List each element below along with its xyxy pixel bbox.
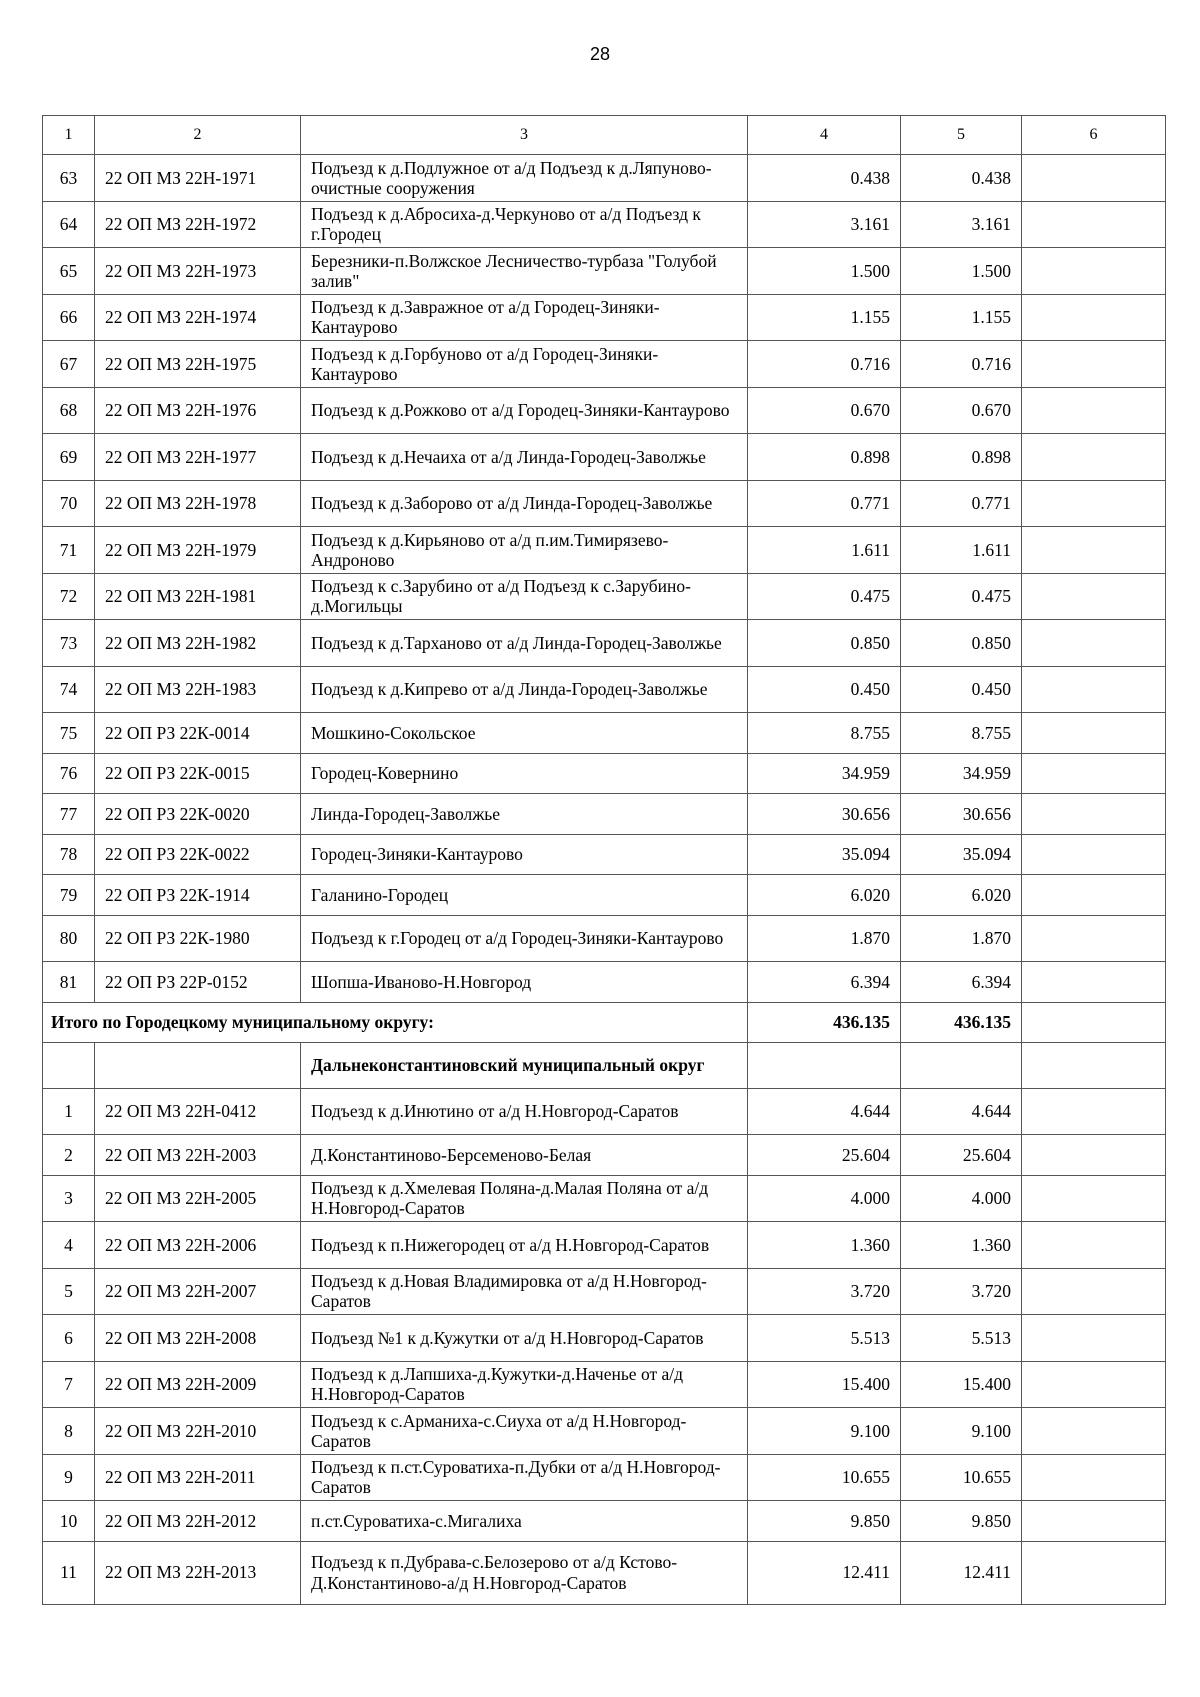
length-col5: 12.411 bbox=[901, 1541, 1022, 1604]
length-col5: 0.898 bbox=[901, 434, 1022, 481]
length-col4: 1.360 bbox=[748, 1222, 901, 1269]
row-number: 78 bbox=[43, 834, 95, 875]
note-col6 bbox=[1022, 387, 1166, 434]
length-col4: 15.400 bbox=[748, 1361, 901, 1408]
length-col5: 0.450 bbox=[901, 666, 1022, 713]
table-row bbox=[43, 1268, 1166, 1315]
table-row bbox=[43, 666, 1166, 713]
row-number: 74 bbox=[43, 666, 95, 713]
length-col5: 1.611 bbox=[901, 527, 1022, 574]
road-name: Подъезд к д.Рожково от а/д Городец-Зиняки-Кантаурово bbox=[301, 387, 748, 434]
road-code: 22 ОП РЗ 22К-0014 bbox=[95, 713, 301, 754]
road-code: 22 ОП РЗ 22К-0022 bbox=[95, 834, 301, 875]
row-number: 5 bbox=[43, 1268, 95, 1315]
length-col4: 0.771 bbox=[748, 480, 901, 527]
row-number: 69 bbox=[43, 434, 95, 481]
length-col4: 1.611 bbox=[748, 527, 901, 574]
table-row bbox=[43, 341, 1166, 388]
note-col6 bbox=[1022, 666, 1166, 713]
length-col5: 0.850 bbox=[901, 620, 1022, 667]
table-row bbox=[43, 834, 1166, 875]
table-row bbox=[43, 1135, 1166, 1176]
length-col4: 1.870 bbox=[748, 915, 901, 962]
row-number: 81 bbox=[43, 962, 95, 1003]
length-col4: 0.450 bbox=[748, 666, 901, 713]
road-code: 22 ОП МЗ 22Н-2011 bbox=[95, 1454, 301, 1501]
road-name: Подъезд №1 к д.Кужутки от а/д Н.Новгород-Саратов bbox=[301, 1315, 748, 1362]
note-col6 bbox=[1022, 573, 1166, 620]
note-col6 bbox=[1022, 527, 1166, 574]
note-col6 bbox=[1022, 1541, 1166, 1604]
section-header-row bbox=[43, 1042, 1166, 1088]
road-name: Подъезд к д.Новая Владимировка от а/д Н.Новгород-Саратов bbox=[301, 1268, 748, 1315]
road-name: Линда-Городец-Заволжье bbox=[301, 794, 748, 835]
road-code: 22 ОП МЗ 22Н-2005 bbox=[95, 1175, 301, 1222]
note-col6 bbox=[1022, 1222, 1166, 1269]
table-row bbox=[43, 527, 1166, 574]
note-col6 bbox=[1022, 480, 1166, 527]
note-col6 bbox=[1022, 341, 1166, 388]
road-code: 22 ОП РЗ 22Р-0152 bbox=[95, 962, 301, 1003]
note-col6 bbox=[1022, 1408, 1166, 1455]
length-col5: 0.771 bbox=[901, 480, 1022, 527]
road-name: Подъезд к д.Завражное от а/д Городец-Зиняки-Кантаурово bbox=[301, 294, 748, 341]
length-col4: 9.100 bbox=[748, 1408, 901, 1455]
road-name: Подъезд к д.Тарханово от а/д Линда-Городец-Заволжье bbox=[301, 620, 748, 667]
table-row bbox=[43, 713, 1166, 754]
road-code: 22 ОП МЗ 22Н-2007 bbox=[95, 1268, 301, 1315]
length-col4: 6.020 bbox=[748, 875, 901, 916]
road-code: 22 ОП МЗ 22Н-2006 bbox=[95, 1222, 301, 1269]
length-col4: 34.959 bbox=[748, 753, 901, 794]
column-header: 5 bbox=[901, 116, 1022, 155]
page-number: 28 bbox=[589, 44, 611, 64]
note-col6 bbox=[1022, 1361, 1166, 1408]
road-name: Городец-Ковернино bbox=[301, 753, 748, 794]
row-number: 1 bbox=[43, 1088, 95, 1135]
length-col5: 1.155 bbox=[901, 294, 1022, 341]
road-code: 22 ОП МЗ 22Н-1977 bbox=[95, 434, 301, 481]
table-row bbox=[43, 434, 1166, 481]
length-col5: 8.755 bbox=[901, 713, 1022, 754]
row-number: 11 bbox=[43, 1541, 95, 1604]
note-col6 bbox=[1022, 875, 1166, 916]
road-name: Подъезд к д.Хмелевая Поляна-д.Малая Поляна от а/д Н.Новгород-Саратов bbox=[301, 1175, 748, 1222]
road-code: 22 ОП МЗ 22Н-1981 bbox=[95, 573, 301, 620]
length-col4: 0.850 bbox=[748, 620, 901, 667]
row-number: 70 bbox=[43, 480, 95, 527]
table-row bbox=[43, 620, 1166, 667]
road-name: Подъезд к д.Кирьяново от а/д п.им.Тимирязево-Андроново bbox=[301, 527, 748, 574]
total-row bbox=[43, 1002, 1166, 1042]
road-name: Мошкино-Сокольское bbox=[301, 713, 748, 754]
length-col4: 0.716 bbox=[748, 341, 901, 388]
table-row bbox=[43, 248, 1166, 295]
road-name: Подъезд к д.Абросиха-д.Черкуново от а/д Подъезд к г.Городец bbox=[301, 201, 748, 248]
length-col5: 0.475 bbox=[901, 573, 1022, 620]
length-col5: 1.870 bbox=[901, 915, 1022, 962]
table-row bbox=[43, 1315, 1166, 1362]
length-col4: 4.644 bbox=[748, 1088, 901, 1135]
length-col4: 6.394 bbox=[748, 962, 901, 1003]
road-name: Д.Константиново-Берсеменово-Белая bbox=[301, 1135, 748, 1176]
note-col6 bbox=[1022, 1454, 1166, 1501]
row-number: 65 bbox=[43, 248, 95, 295]
road-name: Подъезд к п.ст.Суроватиха-п.Дубки от а/д Н.Новгород-Саратов bbox=[301, 1454, 748, 1501]
total-label: Итого по Городецкому муниципальному округу: bbox=[43, 1002, 748, 1042]
empty-cell bbox=[748, 1042, 901, 1088]
road-code: 22 ОП РЗ 22К-1980 bbox=[95, 915, 301, 962]
note-col6 bbox=[1022, 834, 1166, 875]
row-number: 80 bbox=[43, 915, 95, 962]
road-name: Подъезд к д.Нечаиха от а/д Линда-Городец-Заволжье bbox=[301, 434, 748, 481]
road-code: 22 ОП МЗ 22Н-2012 bbox=[95, 1501, 301, 1542]
row-number: 10 bbox=[43, 1501, 95, 1542]
row-number: 8 bbox=[43, 1408, 95, 1455]
roads-table bbox=[42, 115, 1166, 1605]
road-name: Подъезд к д.Лапшиха-д.Кужутки-д.Наченье от а/д Н.Новгород-Саратов bbox=[301, 1361, 748, 1408]
note-col6 bbox=[1022, 794, 1166, 835]
row-number: 7 bbox=[43, 1361, 95, 1408]
road-name: Подъезд к с.Зарубино от а/д Подъезд к с.Зарубино-д.Могильцы bbox=[301, 573, 748, 620]
road-code: 22 ОП МЗ 22Н-2010 bbox=[95, 1408, 301, 1455]
road-name: Подъезд к г.Городец от а/д Городец-Зиняки-Кантаурово bbox=[301, 915, 748, 962]
total-col4: 436.135 bbox=[748, 1002, 901, 1042]
table-row bbox=[43, 387, 1166, 434]
row-number: 75 bbox=[43, 713, 95, 754]
table-header-row bbox=[43, 116, 1166, 155]
road-code: 22 ОП МЗ 22Н-1978 bbox=[95, 480, 301, 527]
length-col4: 30.656 bbox=[748, 794, 901, 835]
note-col6 bbox=[1022, 620, 1166, 667]
length-col5: 6.020 bbox=[901, 875, 1022, 916]
road-code: 22 ОП МЗ 22Н-1974 bbox=[95, 294, 301, 341]
note-col6 bbox=[1022, 201, 1166, 248]
length-col5: 10.655 bbox=[901, 1454, 1022, 1501]
length-col5: 9.100 bbox=[901, 1408, 1022, 1455]
road-name: Подъезд к п.Дубрава-с.Белозерово от а/д Кстово-Д.Константиново-а/д Н.Новгород-Саратов bbox=[301, 1541, 748, 1604]
column-header: 6 bbox=[1022, 116, 1166, 155]
road-code: 22 ОП МЗ 22Н-2009 bbox=[95, 1361, 301, 1408]
table-row bbox=[43, 1541, 1166, 1604]
note-col6 bbox=[1022, 248, 1166, 295]
road-code: 22 ОП МЗ 22Н-1982 bbox=[95, 620, 301, 667]
row-number: 6 bbox=[43, 1315, 95, 1362]
length-col5: 35.094 bbox=[901, 834, 1022, 875]
table-row bbox=[43, 875, 1166, 916]
table-row bbox=[43, 1501, 1166, 1542]
table-row bbox=[43, 1408, 1166, 1455]
table-row bbox=[43, 1088, 1166, 1135]
length-col4: 12.411 bbox=[748, 1541, 901, 1604]
length-col4: 35.094 bbox=[748, 834, 901, 875]
road-code: 22 ОП РЗ 22К-0015 bbox=[95, 753, 301, 794]
length-col5: 15.400 bbox=[901, 1361, 1022, 1408]
note-col6 bbox=[1022, 713, 1166, 754]
road-name: Галанино-Городец bbox=[301, 875, 748, 916]
table-row bbox=[43, 1222, 1166, 1269]
road-name: Подъезд к д.Горбуново от а/д Городец-Зиняки-Кантаурово bbox=[301, 341, 748, 388]
length-col5: 1.360 bbox=[901, 1222, 1022, 1269]
length-col5: 1.500 bbox=[901, 248, 1022, 295]
length-col5: 0.716 bbox=[901, 341, 1022, 388]
table-row bbox=[43, 1175, 1166, 1222]
empty-cell bbox=[43, 1042, 95, 1088]
road-name: Подъезд к с.Арманиха-с.Сиуха от а/д Н.Новгород-Саратов bbox=[301, 1408, 748, 1455]
length-col5: 34.959 bbox=[901, 753, 1022, 794]
road-name: п.ст.Суроватиха-с.Мигалиха bbox=[301, 1501, 748, 1542]
row-number: 66 bbox=[43, 294, 95, 341]
note-col6 bbox=[1022, 1088, 1166, 1135]
length-col4: 0.438 bbox=[748, 155, 901, 202]
road-name: Березники-п.Волжское Лесничество-турбаза "Голубой залив" bbox=[301, 248, 748, 295]
table-row bbox=[43, 794, 1166, 835]
road-code: 22 ОП МЗ 22Н-2003 bbox=[95, 1135, 301, 1176]
length-col4: 10.655 bbox=[748, 1454, 901, 1501]
note-col6 bbox=[1022, 1175, 1166, 1222]
note-col6 bbox=[1022, 1315, 1166, 1362]
row-number: 77 bbox=[43, 794, 95, 835]
table-row bbox=[43, 201, 1166, 248]
total-col5: 436.135 bbox=[901, 1002, 1022, 1042]
note-col6 bbox=[1022, 1501, 1166, 1542]
table-row bbox=[43, 294, 1166, 341]
roads-table-body bbox=[43, 116, 1166, 1605]
row-number: 9 bbox=[43, 1454, 95, 1501]
row-number: 68 bbox=[43, 387, 95, 434]
road-code: 22 ОП МЗ 22Н-1972 bbox=[95, 201, 301, 248]
length-col4: 1.500 bbox=[748, 248, 901, 295]
column-header: 2 bbox=[95, 116, 301, 155]
row-number: 64 bbox=[43, 201, 95, 248]
length-col4: 0.475 bbox=[748, 573, 901, 620]
table-row bbox=[43, 573, 1166, 620]
length-col4: 5.513 bbox=[748, 1315, 901, 1362]
road-code: 22 ОП РЗ 22К-1914 bbox=[95, 875, 301, 916]
empty-cell bbox=[1022, 1042, 1166, 1088]
length-col5: 0.670 bbox=[901, 387, 1022, 434]
note-col6 bbox=[1022, 962, 1166, 1003]
empty-cell bbox=[901, 1042, 1022, 1088]
table-row bbox=[43, 962, 1166, 1003]
road-name: Городец-Зиняки-Кантаурово bbox=[301, 834, 748, 875]
total-col6 bbox=[1022, 1002, 1166, 1042]
table-row bbox=[43, 480, 1166, 527]
road-code: 22 ОП МЗ 22Н-2013 bbox=[95, 1541, 301, 1604]
road-code: 22 ОП РЗ 22К-0020 bbox=[95, 794, 301, 835]
note-col6 bbox=[1022, 155, 1166, 202]
row-number: 73 bbox=[43, 620, 95, 667]
row-number: 71 bbox=[43, 527, 95, 574]
road-code: 22 ОП МЗ 22Н-1976 bbox=[95, 387, 301, 434]
note-col6 bbox=[1022, 1268, 1166, 1315]
row-number: 67 bbox=[43, 341, 95, 388]
road-name: Подъезд к д.Инютино от а/д Н.Новгород-Саратов bbox=[301, 1088, 748, 1135]
length-col5: 6.394 bbox=[901, 962, 1022, 1003]
section-title: Дальнеконстантиновский муниципальный округ bbox=[301, 1042, 748, 1088]
length-col4: 8.755 bbox=[748, 713, 901, 754]
length-col5: 5.513 bbox=[901, 1315, 1022, 1362]
table-row bbox=[43, 1454, 1166, 1501]
road-name: Подъезд к п.Нижегородец от а/д Н.Новгород-Саратов bbox=[301, 1222, 748, 1269]
length-col4: 1.155 bbox=[748, 294, 901, 341]
row-number: 76 bbox=[43, 753, 95, 794]
road-name: Подъезд к д.Подлужное от а/д Подъезд к д.Ляпуново-очистные сооружения bbox=[301, 155, 748, 202]
length-col4: 3.720 bbox=[748, 1268, 901, 1315]
length-col5: 30.656 bbox=[901, 794, 1022, 835]
road-code: 22 ОП МЗ 22Н-1971 bbox=[95, 155, 301, 202]
note-col6 bbox=[1022, 294, 1166, 341]
road-code: 22 ОП МЗ 22Н-0412 bbox=[95, 1088, 301, 1135]
column-header: 1 bbox=[43, 116, 95, 155]
row-number: 3 bbox=[43, 1175, 95, 1222]
road-code: 22 ОП МЗ 22Н-2008 bbox=[95, 1315, 301, 1362]
length-col4: 4.000 bbox=[748, 1175, 901, 1222]
row-number: 4 bbox=[43, 1222, 95, 1269]
row-number: 72 bbox=[43, 573, 95, 620]
length-col5: 4.644 bbox=[901, 1088, 1022, 1135]
note-col6 bbox=[1022, 915, 1166, 962]
length-col4: 0.670 bbox=[748, 387, 901, 434]
empty-cell bbox=[95, 1042, 301, 1088]
note-col6 bbox=[1022, 753, 1166, 794]
length-col4: 3.161 bbox=[748, 201, 901, 248]
table-row bbox=[43, 915, 1166, 962]
column-header: 3 bbox=[301, 116, 748, 155]
road-code: 22 ОП МЗ 22Н-1979 bbox=[95, 527, 301, 574]
length-col5: 0.438 bbox=[901, 155, 1022, 202]
table-row bbox=[43, 155, 1166, 202]
length-col4: 0.898 bbox=[748, 434, 901, 481]
length-col5: 3.161 bbox=[901, 201, 1022, 248]
row-number: 79 bbox=[43, 875, 95, 916]
length-col5: 4.000 bbox=[901, 1175, 1022, 1222]
length-col4: 25.604 bbox=[748, 1135, 901, 1176]
road-code: 22 ОП МЗ 22Н-1973 bbox=[95, 248, 301, 295]
table-row bbox=[43, 753, 1166, 794]
road-name: Подъезд к д.Заборово от а/д Линда-Городец-Заволжье bbox=[301, 480, 748, 527]
road-code: 22 ОП МЗ 22Н-1983 bbox=[95, 666, 301, 713]
road-code: 22 ОП МЗ 22Н-1975 bbox=[95, 341, 301, 388]
road-name: Шопша-Иваново-Н.Новгород bbox=[301, 962, 748, 1003]
note-col6 bbox=[1022, 1135, 1166, 1176]
length-col5: 25.604 bbox=[901, 1135, 1022, 1176]
table-row bbox=[43, 1361, 1166, 1408]
row-number: 2 bbox=[43, 1135, 95, 1176]
road-name: Подъезд к д.Кипрево от а/д Линда-Городец-Заволжье bbox=[301, 666, 748, 713]
column-header: 4 bbox=[748, 116, 901, 155]
length-col5: 3.720 bbox=[901, 1268, 1022, 1315]
row-number: 63 bbox=[43, 155, 95, 202]
length-col5: 9.850 bbox=[901, 1501, 1022, 1542]
note-col6 bbox=[1022, 434, 1166, 481]
length-col4: 9.850 bbox=[748, 1501, 901, 1542]
